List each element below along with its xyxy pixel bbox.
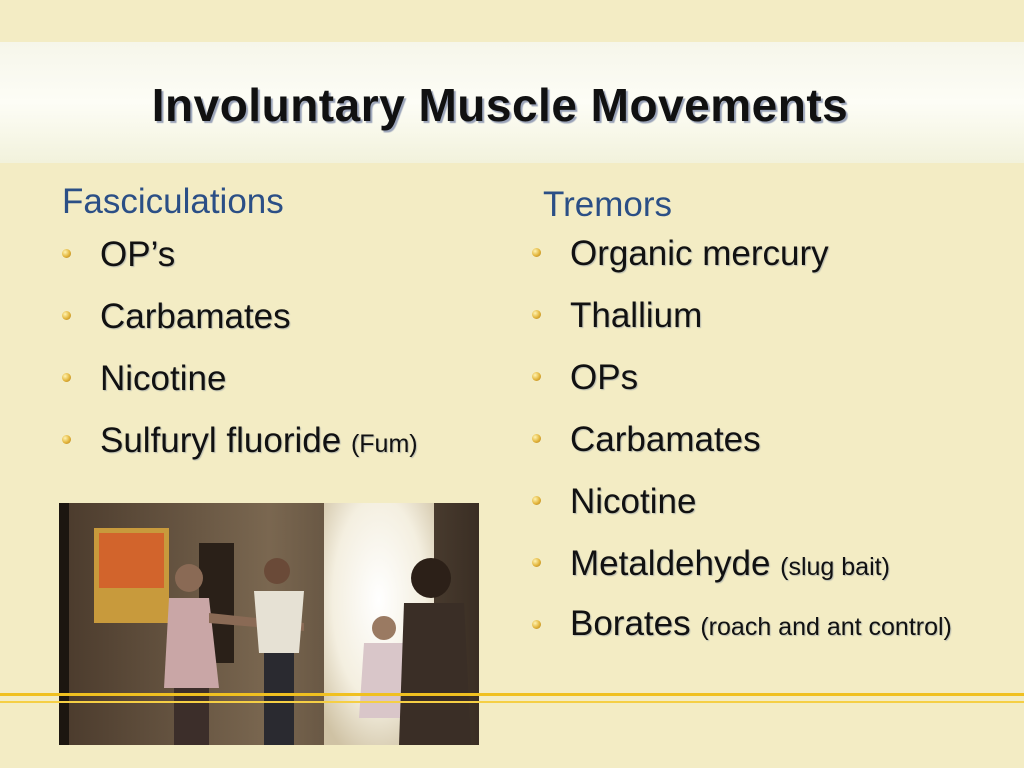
bullet-icon — [532, 434, 541, 443]
bullet-icon — [62, 373, 71, 382]
list-item: Carbamates — [62, 296, 502, 341]
list-item: Nicotine — [62, 358, 502, 403]
slide-title: Involuntary Muscle Movements — [151, 79, 849, 131]
list-item: Organic mercury — [532, 233, 952, 278]
left-column-heading: Fasciculations — [62, 182, 284, 221]
bullet-icon — [62, 435, 71, 444]
right-list — [532, 233, 952, 646]
list-item: OPs — [532, 357, 952, 402]
list-item: OP’s — [62, 234, 502, 279]
list-item: Sulfuryl fluoride (Fum) — [62, 420, 502, 465]
left-list — [62, 234, 502, 482]
list-item: Carbamates — [532, 419, 952, 464]
bullet-icon — [62, 311, 71, 320]
list-item: Nicotine — [532, 481, 952, 526]
list-item: Metaldehyde (slug bait) — [532, 543, 952, 588]
list-item: Borates (roach and ant control) — [532, 605, 952, 646]
accent-rule — [0, 693, 1024, 696]
bullet-icon — [62, 249, 71, 258]
bullet-icon — [532, 310, 541, 319]
list-item: Thallium — [532, 295, 952, 340]
photo-image — [59, 503, 479, 745]
bullet-icon — [532, 558, 541, 567]
bullet-icon — [532, 496, 541, 505]
accent-rule-secondary — [0, 701, 1024, 703]
bullet-icon — [532, 248, 541, 257]
bullet-icon — [532, 620, 541, 629]
bullet-icon — [532, 372, 541, 381]
right-column-heading: Tremors — [543, 185, 672, 224]
photo-illustration — [59, 503, 479, 745]
